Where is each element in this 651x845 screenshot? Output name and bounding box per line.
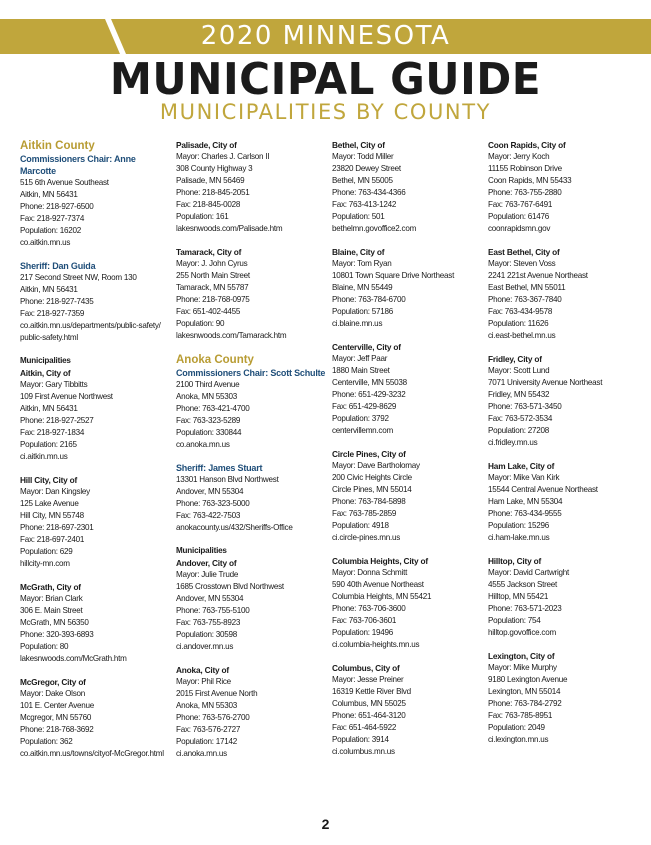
municipality-entry — [488, 650, 640, 746]
entry-line: Phone: 763-784-5898 — [332, 497, 406, 506]
entry-line: Phone: 763-367-7840 — [488, 295, 562, 304]
city-name: McGregor, City of — [20, 677, 86, 687]
entry-line: Phone: 763-571-3450 — [488, 402, 562, 411]
municipality-entry — [488, 555, 640, 639]
entry-line: Phone: 651-429-3232 — [332, 390, 406, 399]
entry-line: Phone: 218-845-2051 — [176, 188, 250, 197]
entry-line: Fax: 218-697-2401 — [20, 535, 85, 544]
entry-line: Population: 16202 — [20, 226, 82, 235]
entry-line: Hill City, MN 55748 — [20, 511, 84, 520]
entry-line: Mayor: David Cartwright — [488, 568, 570, 577]
entry-line: Aitkin, MN 56431 — [20, 404, 78, 413]
entry-line: Bethel, MN 55005 — [332, 176, 393, 185]
entry-line: Coon Rapids, MN 55433 — [488, 176, 572, 185]
entry-line: lakesnwoods.com/McGrath.htm — [20, 654, 127, 663]
entry-line: Andover, MN 55304 — [176, 487, 244, 496]
entry-line: ci.lexington.mn.us — [488, 735, 549, 744]
entry-line: Population: 2049 — [488, 723, 545, 732]
county-office-entry — [20, 260, 172, 344]
entry-line: Fax: 763-767-6491 — [488, 200, 553, 209]
entry-line: Population: 754 — [488, 616, 541, 625]
entry-line: Population: 30598 — [176, 630, 238, 639]
city-name: Palisade, City of — [176, 140, 237, 150]
entry-line: ci.columbia-heights.mn.us — [332, 640, 420, 649]
city-name: Hilltop, City of — [488, 556, 542, 566]
municipality-entry — [488, 246, 640, 342]
municipality-entry — [20, 676, 172, 760]
entry-line: Phone: 218-927-2527 — [20, 416, 94, 425]
municipality-entry — [176, 545, 328, 653]
entry-line: Fax: 651-402-4455 — [176, 307, 241, 316]
entry-line: Phone: 320-393-6893 — [20, 630, 94, 639]
entry-line: Mayor: Tom Ryan — [332, 259, 392, 268]
entry-line: 109 First Avenue Northwest — [20, 392, 113, 401]
entry-line: Palisade, MN 56469 — [176, 176, 245, 185]
entry-line: Phone: 218-697-2301 — [20, 523, 94, 532]
header-banner — [0, 19, 651, 54]
city-name: Columbus, City of — [332, 663, 400, 673]
section-heading: Municipalities — [20, 356, 71, 365]
entry-line: centervillemn.com — [332, 426, 393, 435]
entry-line: 217 Second Street NW, Room 130 — [20, 273, 137, 282]
entry-line: Fax: 763-785-8951 — [488, 711, 553, 720]
entry-line: Mayor: Mike Van Kirk — [488, 473, 560, 482]
entry-line: Population: 19496 — [332, 628, 394, 637]
entry-line: 10801 Town Square Drive Northeast — [332, 271, 455, 280]
entry-line: Population: 57186 — [332, 307, 394, 316]
entry-line: Fax: 763-706-3601 — [332, 616, 397, 625]
city-name: Fridley, City of — [488, 354, 542, 364]
entry-line: anokacounty.us/432/Sheriffs-Office — [176, 523, 293, 532]
entry-line: Fax: 763-413-1242 — [332, 200, 397, 209]
entry-line: Phone: 763-571-2023 — [488, 604, 562, 613]
section-heading: Municipalities — [176, 546, 227, 555]
entry-line: Centerville, MN 55038 — [332, 378, 407, 387]
city-name: Lexington, City of — [488, 651, 555, 661]
directory-column-1 — [20, 139, 172, 771]
entry-line: Columbus, MN 55025 — [332, 699, 406, 708]
entry-line: bethelmn.govoffice2.com — [332, 224, 417, 233]
municipality-entry — [488, 353, 640, 449]
entry-line: Phone: 763-421-4700 — [176, 404, 250, 413]
city-name: East Bethel, City of — [488, 247, 560, 257]
entry-line: Phone: 763-784-6700 — [332, 295, 406, 304]
entry-line: Anoka, MN 55303 — [176, 392, 238, 401]
entry-line: 15544 Central Avenue Northeast — [488, 485, 598, 494]
municipality-entry — [176, 246, 328, 342]
entry-line: Fax: 651-464-5922 — [332, 723, 397, 732]
entry-line: 16319 Kettle River Blvd — [332, 687, 411, 696]
banner-title: 2020 MINNESOTA — [200, 21, 451, 51]
entry-line: 101 E. Center Avenue — [20, 701, 95, 710]
municipality-entry — [488, 460, 640, 544]
entry-line: co.aitkin.mn.us/towns/cityof-McGregor.html — [20, 749, 164, 758]
city-name: Circle Pines, City of — [332, 449, 406, 459]
entry-line: Fax: 763-323-5289 — [176, 416, 241, 425]
entry-line: Population: 362 — [20, 737, 73, 746]
directory-column-2 — [176, 139, 328, 771]
municipality-entry — [488, 139, 640, 235]
entry-line: hilltop.govoffice.com — [488, 628, 556, 637]
county-heading: Aitkin County — [20, 140, 95, 152]
entry-line: public-safety.html — [20, 333, 78, 342]
county-office-entry — [176, 462, 328, 534]
entry-line: 2241 221st Avenue Northeast — [488, 271, 588, 280]
entry-line: Population: 3914 — [332, 735, 389, 744]
entry-line: Fax: 218-845-0028 — [176, 200, 241, 209]
entry-line: Phone: 763-323-5000 — [176, 499, 250, 508]
entry-line: Mayor: J. John Cyrus — [176, 259, 248, 268]
entry-line: ci.andover.mn.us — [176, 642, 234, 651]
entry-line: Mayor: Jeff Paar — [332, 354, 388, 363]
county-office-entry — [176, 367, 328, 451]
entry-line: Phone: 763-755-5100 — [176, 606, 250, 615]
entry-line: Mayor: Julie Trude — [176, 570, 239, 579]
entry-line: Mayor: Jesse Preiner — [332, 675, 404, 684]
entry-line: 13301 Hanson Blvd Northwest — [176, 475, 279, 484]
office-title: Sheriff: Dan Guida — [20, 261, 96, 271]
entry-line: Mayor: Donna Schmitt — [332, 568, 408, 577]
entry-line: Population: 90 — [176, 319, 225, 328]
entry-line: 1880 Main Street — [332, 366, 390, 375]
city-name: Bethel, City of — [332, 140, 385, 150]
entry-line: 2015 First Avenue North — [176, 689, 258, 698]
county-office-entry — [20, 153, 172, 249]
municipality-entry — [332, 662, 484, 758]
entry-line: co.aitkin.mn.us/departments/public-safety/ — [20, 321, 161, 330]
entry-line: Fax: 218-927-7359 — [20, 309, 85, 318]
entry-line: 308 County Highway 3 — [176, 164, 253, 173]
entry-line: Mayor: Phil Rice — [176, 677, 231, 686]
entry-line: ci.ham-lake.mn.us — [488, 533, 550, 542]
entry-line: Mayor: Steven Voss — [488, 259, 556, 268]
entry-line: 590 40th Avenue Northeast — [332, 580, 424, 589]
directory-column-4 — [488, 139, 640, 757]
entry-line: ci.blaine.mn.us — [332, 319, 383, 328]
entry-line: Fax: 763-572-3534 — [488, 414, 553, 423]
entry-line: Fax: 763-434-9578 — [488, 307, 553, 316]
entry-line: Andover, MN 55304 — [176, 594, 244, 603]
entry-line: Population: 27208 — [488, 426, 550, 435]
entry-line: Phone: 763-706-3600 — [332, 604, 406, 613]
entry-line: Phone: 651-464-3120 — [332, 711, 406, 720]
city-name: Centerville, City of — [332, 342, 401, 352]
entry-line: 255 North Main Street — [176, 271, 250, 280]
entry-line: co.anoka.mn.us — [176, 440, 230, 449]
entry-line: Hilltop, MN 55421 — [488, 592, 549, 601]
entry-line: Mayor: Dake Olson — [20, 689, 86, 698]
entry-line: Fridley, MN 55432 — [488, 390, 550, 399]
entry-line: Phone: 218-768-3692 — [20, 725, 94, 734]
entry-line: Population: 11626 — [488, 319, 549, 328]
entry-line: 306 E. Main Street — [20, 606, 83, 615]
entry-line: Phone: 218-927-6500 — [20, 202, 94, 211]
entry-line: Mayor: Charles J. Carlson II — [176, 152, 270, 161]
county-heading: Anoka County — [176, 354, 254, 366]
entry-line: Phone: 763-576-2700 — [176, 713, 250, 722]
entry-line: 1685 Crosstown Blvd Northwest — [176, 582, 284, 591]
entry-line: Population: 17142 — [176, 737, 238, 746]
city-name: Tamarack, City of — [176, 247, 242, 257]
entry-line: Lexington, MN 55014 — [488, 687, 561, 696]
entry-line: Tamarack, MN 55787 — [176, 283, 249, 292]
entry-line: Population: 2165 — [20, 440, 77, 449]
page-number: 2 — [321, 816, 330, 832]
entry-line: Ham Lake, MN 55304 — [488, 497, 563, 506]
entry-line: Fax: 651-429-8629 — [332, 402, 397, 411]
municipality-entry — [176, 664, 328, 760]
entry-line: 9180 Lexington Avenue — [488, 675, 568, 684]
entry-line: Phone: 763-434-9555 — [488, 509, 562, 518]
page-subtitle: MUNICIPALITIES BY COUNTY — [159, 100, 492, 124]
entry-line: ci.anoka.mn.us — [176, 749, 227, 758]
office-title: Commissioners Chair: Anne Marcotte — [20, 154, 136, 176]
entry-line: 4555 Jackson Street — [488, 580, 558, 589]
entry-line: Aitkin, MN 56431 — [20, 285, 78, 294]
entry-line: co.aitkin.mn.us — [20, 238, 71, 247]
municipality-entry — [176, 139, 328, 235]
entry-line: 7071 University Avenue Northeast — [488, 378, 603, 387]
entry-line: Mayor: Dave Bartholomay — [332, 461, 420, 470]
entry-line: Blaine, MN 55449 — [332, 283, 393, 292]
entry-line: 515 6th Avenue Southeast — [20, 178, 109, 187]
city-name: Ham Lake, City of — [488, 461, 555, 471]
entry-line: ci.east-bethel.mn.us — [488, 331, 556, 340]
entry-line: 200 Civic Heights Circle — [332, 473, 412, 482]
entry-line: Columbia Heights, MN 55421 — [332, 592, 432, 601]
entry-line: Mayor: Dan Kingsley — [20, 487, 90, 496]
entry-line: ci.circle-pines.mn.us — [332, 533, 401, 542]
municipality-entry — [332, 341, 484, 437]
municipality-entry — [20, 474, 172, 570]
entry-line: Fax: 763-785-2859 — [332, 509, 397, 518]
entry-line: Phone: 218-927-7435 — [20, 297, 94, 306]
entry-line: Phone: 763-755-2880 — [488, 188, 562, 197]
entry-line: Anoka, MN 55303 — [176, 701, 238, 710]
entry-line: Circle Pines, MN 55014 — [332, 485, 412, 494]
city-name: Aitkin, City of — [20, 368, 71, 378]
city-name: McGrath, City of — [20, 582, 81, 592]
entry-line: 2100 Third Avenue — [176, 380, 240, 389]
entry-line: Mayor: Mike Murphy — [488, 663, 557, 672]
entry-line: McGrath, MN 56350 — [20, 618, 89, 627]
city-name: Hill City, City of — [20, 475, 78, 485]
entry-line: Phone: 763-434-4366 — [332, 188, 406, 197]
entry-line: Population: 3792 — [332, 414, 389, 423]
municipality-entry — [332, 448, 484, 544]
entry-line: Population: 4918 — [332, 521, 389, 530]
entry-line: Fax: 218-927-7374 — [20, 214, 85, 223]
entry-line: Phone: 763-784-2792 — [488, 699, 562, 708]
entry-line: East Bethel, MN 55011 — [488, 283, 566, 292]
entry-line: ci.fridley.mn.us — [488, 438, 538, 447]
entry-line: Population: 629 — [20, 547, 73, 556]
city-name: Blaine, City of — [332, 247, 385, 257]
entry-line: lakesnwoods.com/Tamarack.htm — [176, 331, 287, 340]
entry-line: Mayor: Brian Clark — [20, 594, 83, 603]
page-title: MUNICIPAL GUIDE — [109, 54, 542, 105]
city-name: Columbia Heights, City of — [332, 556, 428, 566]
city-name: Coon Rapids, City of — [488, 140, 566, 150]
entry-line: Mayor: Gary Tibbitts — [20, 380, 88, 389]
entry-line: ci.aitkin.mn.us — [20, 452, 68, 461]
entry-line: Population: 80 — [20, 642, 69, 651]
municipality-entry — [20, 355, 172, 463]
municipality-entry — [332, 246, 484, 330]
office-title: Sheriff: James Stuart — [176, 463, 263, 473]
entry-line: 11155 Robinson Drive — [488, 164, 562, 173]
entry-line: Fax: 218-927-1834 — [20, 428, 85, 437]
municipality-entry — [332, 139, 484, 235]
entry-line: Population: 61476 — [488, 212, 550, 221]
municipality-entry — [332, 555, 484, 651]
entry-line: Fax: 763-576-2727 — [176, 725, 241, 734]
entry-line: Population: 15296 — [488, 521, 550, 530]
entry-line: coonrapidsmn.gov — [488, 224, 551, 233]
office-title: Commissioners Chair: Scott Schulte — [176, 368, 326, 378]
municipality-entry — [20, 581, 172, 665]
entry-line: 125 Lake Avenue — [20, 499, 79, 508]
entry-line: Mayor: Jerry Koch — [488, 152, 550, 161]
entry-line: Population: 330844 — [176, 428, 242, 437]
entry-line: Mayor: Scott Lund — [488, 366, 550, 375]
directory-column-3 — [332, 139, 484, 769]
entry-line: Aitkin, MN 56431 — [20, 190, 78, 199]
entry-line: Population: 161 — [176, 212, 229, 221]
city-name: Anoka, City of — [176, 665, 229, 675]
entry-line: Fax: 763-755-8923 — [176, 618, 241, 627]
entry-line: Population: 501 — [332, 212, 385, 221]
entry-line: ci.columbus.mn.us — [332, 747, 395, 756]
entry-line: Phone: 218-768-0975 — [176, 295, 250, 304]
entry-line: 23820 Dewey Street — [332, 164, 401, 173]
entry-line: Fax: 763-422-7503 — [176, 511, 241, 520]
city-name: Andover, City of — [176, 558, 237, 568]
entry-line: hillcity-mn.com — [20, 559, 70, 568]
entry-line: lakesnwoods.com/Palisade.htm — [176, 224, 283, 233]
entry-line: Mayor: Todd Miller — [332, 152, 394, 161]
entry-line: Mcgregor, MN 55760 — [20, 713, 92, 722]
